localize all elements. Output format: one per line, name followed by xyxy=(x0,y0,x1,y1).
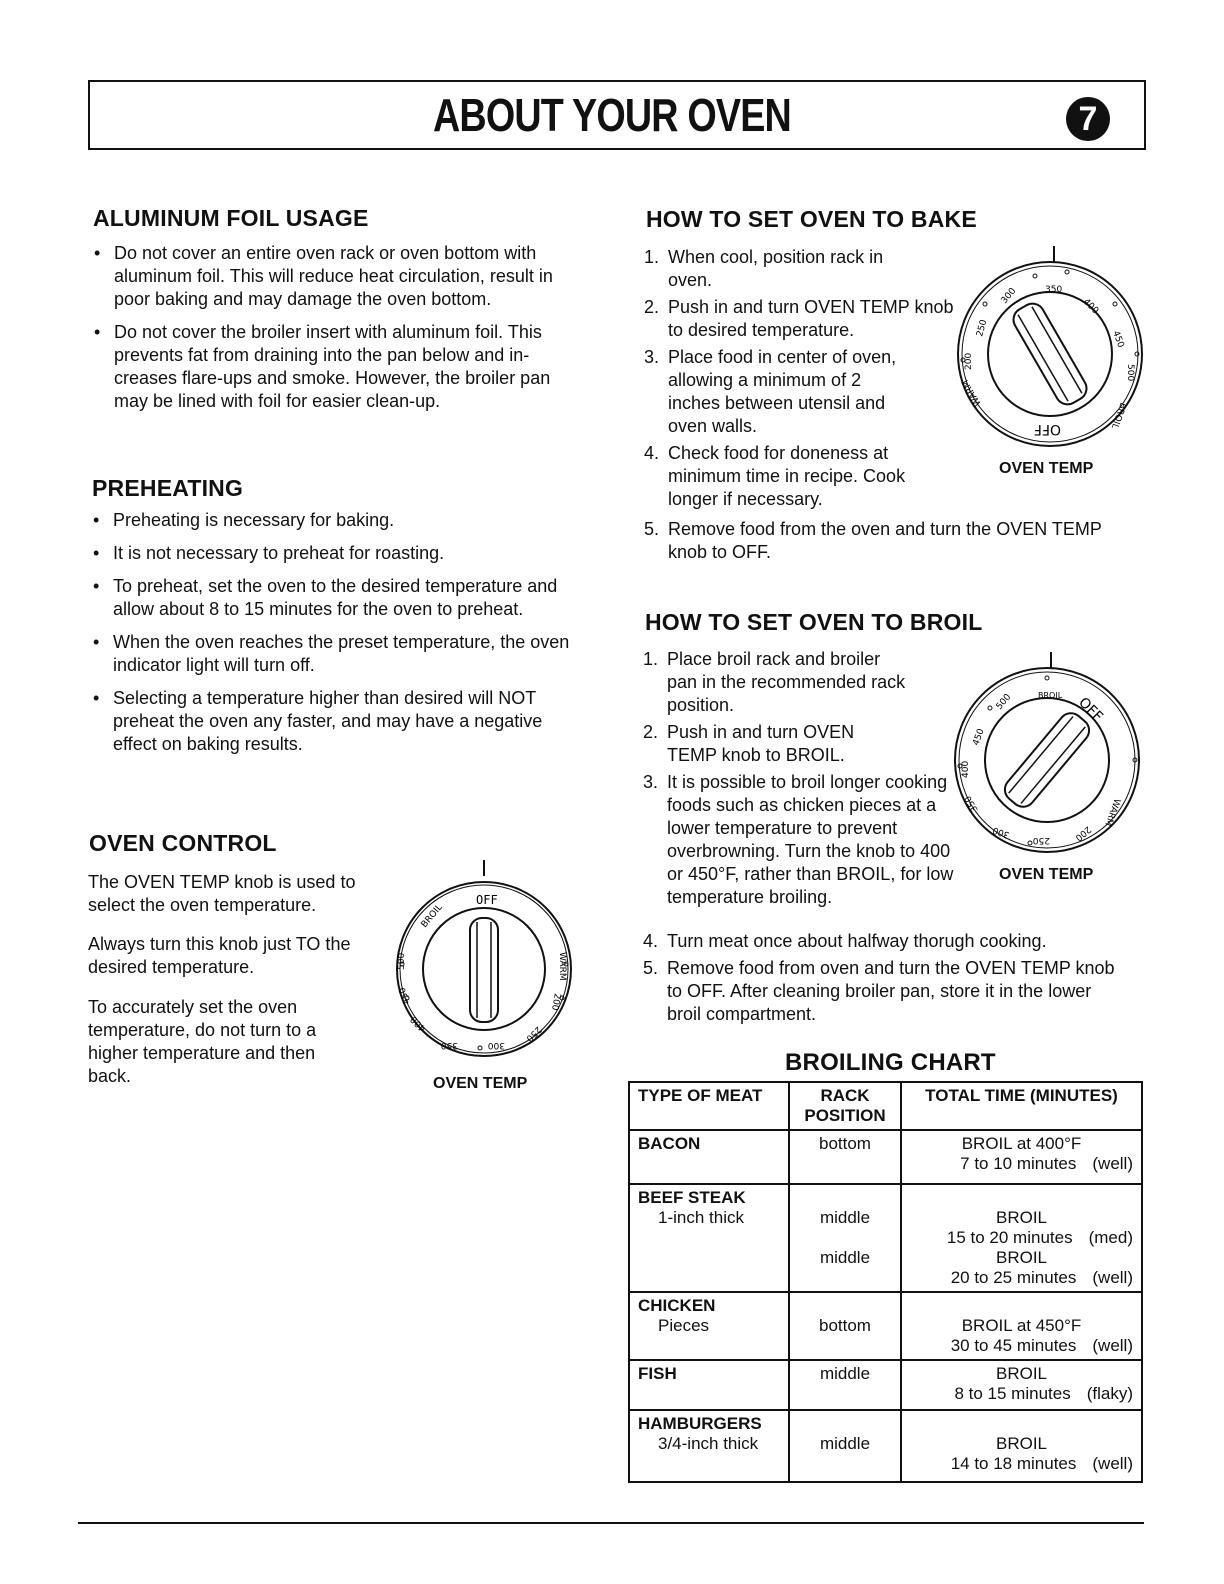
preheating-heading: PREHEATING xyxy=(92,475,244,501)
preheating-list xyxy=(89,509,584,766)
bake-knob-label: OVEN TEMP xyxy=(999,460,1094,477)
broil-steps xyxy=(643,648,954,913)
svg-text:300: 300 xyxy=(991,824,1012,840)
svg-text:200: 200 xyxy=(549,992,562,1012)
svg-text:BROIL: BROIL xyxy=(1108,400,1128,430)
table-row xyxy=(629,1130,1142,1184)
col-header-rack: RACK POSITION xyxy=(789,1082,901,1130)
svg-text:250: 250 xyxy=(975,318,990,338)
table-row xyxy=(629,1360,1142,1410)
chart-title: BROILING CHART xyxy=(785,1049,996,1076)
col-header-meat: TYPE OF MEAT xyxy=(629,1082,789,1130)
preheating-bullet: • When the oven reaches the preset temperature, the oven indicator light will turn off. xyxy=(89,631,584,677)
svg-text:500: 500 xyxy=(397,952,407,970)
foil-list xyxy=(90,242,585,423)
foil-bullet: • Do not cover an entire oven rack or oven bottom with aluminum foil. This will reduce heat circulation, result in poor baking and may damage the oven bottom. xyxy=(90,242,585,311)
cell-meat: HAMBURGERS 3/4-inch thick xyxy=(629,1410,789,1482)
page-number-badge: 7 xyxy=(1066,97,1110,141)
control-para-3: To accurately set the oven temperature, do not turn to a higher temperature and then back. xyxy=(88,997,317,1086)
svg-text:WARM: WARM xyxy=(557,952,567,981)
col-header-time: TOTAL TIME (MINUTES) xyxy=(901,1082,1142,1130)
page-title: ABOUT YOUR OVEN xyxy=(433,89,791,141)
preheating-bullet: • Preheating is necessary for baking. xyxy=(89,509,584,532)
broil-step: 3. It is possible to broil longer cooking foods such as chicken pieces at a lower temperature to prevent overbrowning. Turn the knob to 400 or 450°F, rather than BROIL, for low temperature broiling. xyxy=(643,772,954,907)
cell-rack: middle xyxy=(789,1410,901,1482)
svg-text:450: 450 xyxy=(397,985,413,1006)
bottom-rule xyxy=(78,1522,1144,1524)
control-heading: OVEN CONTROL xyxy=(89,830,277,856)
cell-rack: bottom xyxy=(789,1292,901,1360)
svg-text:450: 450 xyxy=(1110,329,1126,350)
broil-heading: HOW TO SET OVEN TO BROIL xyxy=(645,609,983,635)
cell-meat: BEEF STEAK 1-inch thick xyxy=(629,1184,789,1292)
table-row xyxy=(629,1292,1142,1360)
cell-time: BROIL 15 to 20 minutes (med) BROIL 20 to 25 minutes (well) xyxy=(901,1184,1142,1292)
control-para-1: The OVEN TEMP knob is used to select the oven temperature. xyxy=(88,872,356,915)
svg-text:350: 350 xyxy=(1045,285,1063,295)
svg-text:300: 300 xyxy=(999,286,1019,306)
svg-text:OFF: OFF xyxy=(1033,421,1061,437)
bake-step: 5. Remove food from the oven and turn the OVEN TEMP knob to OFF. xyxy=(644,519,1102,562)
cell-meat: CHICKEN Pieces xyxy=(629,1292,789,1360)
oven-temp-knob-broil-diagram xyxy=(940,648,1150,858)
broil-steps-cont xyxy=(643,930,1118,1030)
svg-text:WARM: WARM xyxy=(960,377,984,408)
cell-meat: BACON xyxy=(629,1130,789,1184)
preheating-bullet: • It is not necessary to preheat for roasting. xyxy=(89,542,584,565)
svg-text:400: 400 xyxy=(1080,297,1101,317)
bake-step: 2. Push in and turn OVEN TEMP knob to desired temperature. xyxy=(644,297,954,340)
cell-rack: middle middle xyxy=(789,1184,901,1292)
bake-heading: HOW TO SET OVEN TO BAKE xyxy=(646,206,977,232)
cell-rack: bottom xyxy=(789,1130,901,1184)
preheating-bullet: • To preheat, set the oven to the desired temperature and allow about 8 to 15 minutes for the oven to preheat. xyxy=(89,575,584,621)
cell-time: BROIL 8 to 15 minutes (flaky) xyxy=(901,1360,1142,1410)
table-row xyxy=(629,1184,1142,1292)
svg-text:200: 200 xyxy=(1072,823,1093,843)
broil-step: 5. Remove food from oven and turn the OVEN TEMP knob to OFF. After cleaning broiler pan, store it in the lower broil compartment. xyxy=(643,958,1115,1024)
svg-text:250: 250 xyxy=(1032,835,1050,845)
svg-text:450: 450 xyxy=(971,727,987,748)
table-row xyxy=(629,1410,1142,1482)
svg-text:OFF: OFF xyxy=(1075,694,1106,726)
svg-text:400: 400 xyxy=(961,760,971,778)
bake-steps-cont xyxy=(644,518,1104,568)
svg-text:500: 500 xyxy=(994,692,1014,712)
svg-text:500: 500 xyxy=(1125,364,1135,382)
broil-step: 4. Turn meat once about halfway thorugh cooking. xyxy=(643,931,1047,951)
svg-text:350: 350 xyxy=(440,1040,458,1050)
foil-heading: ALUMINUM FOIL USAGE xyxy=(93,205,369,231)
bake-steps xyxy=(644,246,954,515)
svg-text:BROIL: BROIL xyxy=(419,902,445,930)
svg-text:350: 350 xyxy=(963,793,981,814)
svg-text:200: 200 xyxy=(964,352,974,370)
broil-step: 2. Push in and turn OVEN TEMP knob to BROIL. xyxy=(643,722,855,765)
table-header-row xyxy=(629,1082,1142,1130)
control-knob-label: OVEN TEMP xyxy=(433,1075,528,1092)
broiling-chart-table xyxy=(628,1081,1143,1483)
cell-time: BROIL 14 to 18 minutes (well) xyxy=(901,1410,1142,1482)
foil-bullet: • Do not cover the broiler insert with aluminum foil. This prevents fat from draining into the pan below and in-creases flare-ups and smoke. However, the broiler pan may be lined with foil for easier clean-up. xyxy=(90,321,585,413)
bake-step: 3. Place food in center of oven, allowing a minimum of 2 inches between utensil and oven walls. xyxy=(644,347,897,436)
oven-temp-knob-bake-diagram xyxy=(945,242,1155,462)
svg-text:300: 300 xyxy=(487,1040,505,1050)
oven-temp-knob-off-diagram xyxy=(380,858,590,1063)
svg-text:WARM: WARM xyxy=(1102,796,1122,828)
svg-text:250: 250 xyxy=(523,1023,543,1044)
broil-knob-label: OVEN TEMP xyxy=(999,866,1094,883)
bake-step: 4. Check food for doneness at minimum time in recipe. Cook longer if necessary. xyxy=(644,443,906,509)
control-para-2: Always turn this knob just TO the desired temperature. xyxy=(88,934,351,977)
svg-text:400: 400 xyxy=(408,1013,429,1033)
bake-step: 1. When cool, position rack in oven. xyxy=(644,247,884,290)
cell-time: BROIL at 400°F 7 to 10 minutes (well) xyxy=(901,1130,1142,1184)
cell-meat: FISH xyxy=(629,1360,789,1410)
cell-time: BROIL at 450°F 30 to 45 minutes (well) xyxy=(901,1292,1142,1360)
knob-off-text: OFF xyxy=(476,893,498,907)
svg-text:BROIL: BROIL xyxy=(1038,691,1063,700)
broil-step: 1. Place broil rack and broiler pan in the recommended rack position. xyxy=(643,649,906,715)
preheating-bullet: • Selecting a temperature higher than desired will NOT preheat the oven any faster, and may have a negative effect on baking results. xyxy=(89,687,584,756)
cell-rack: middle xyxy=(789,1360,901,1410)
